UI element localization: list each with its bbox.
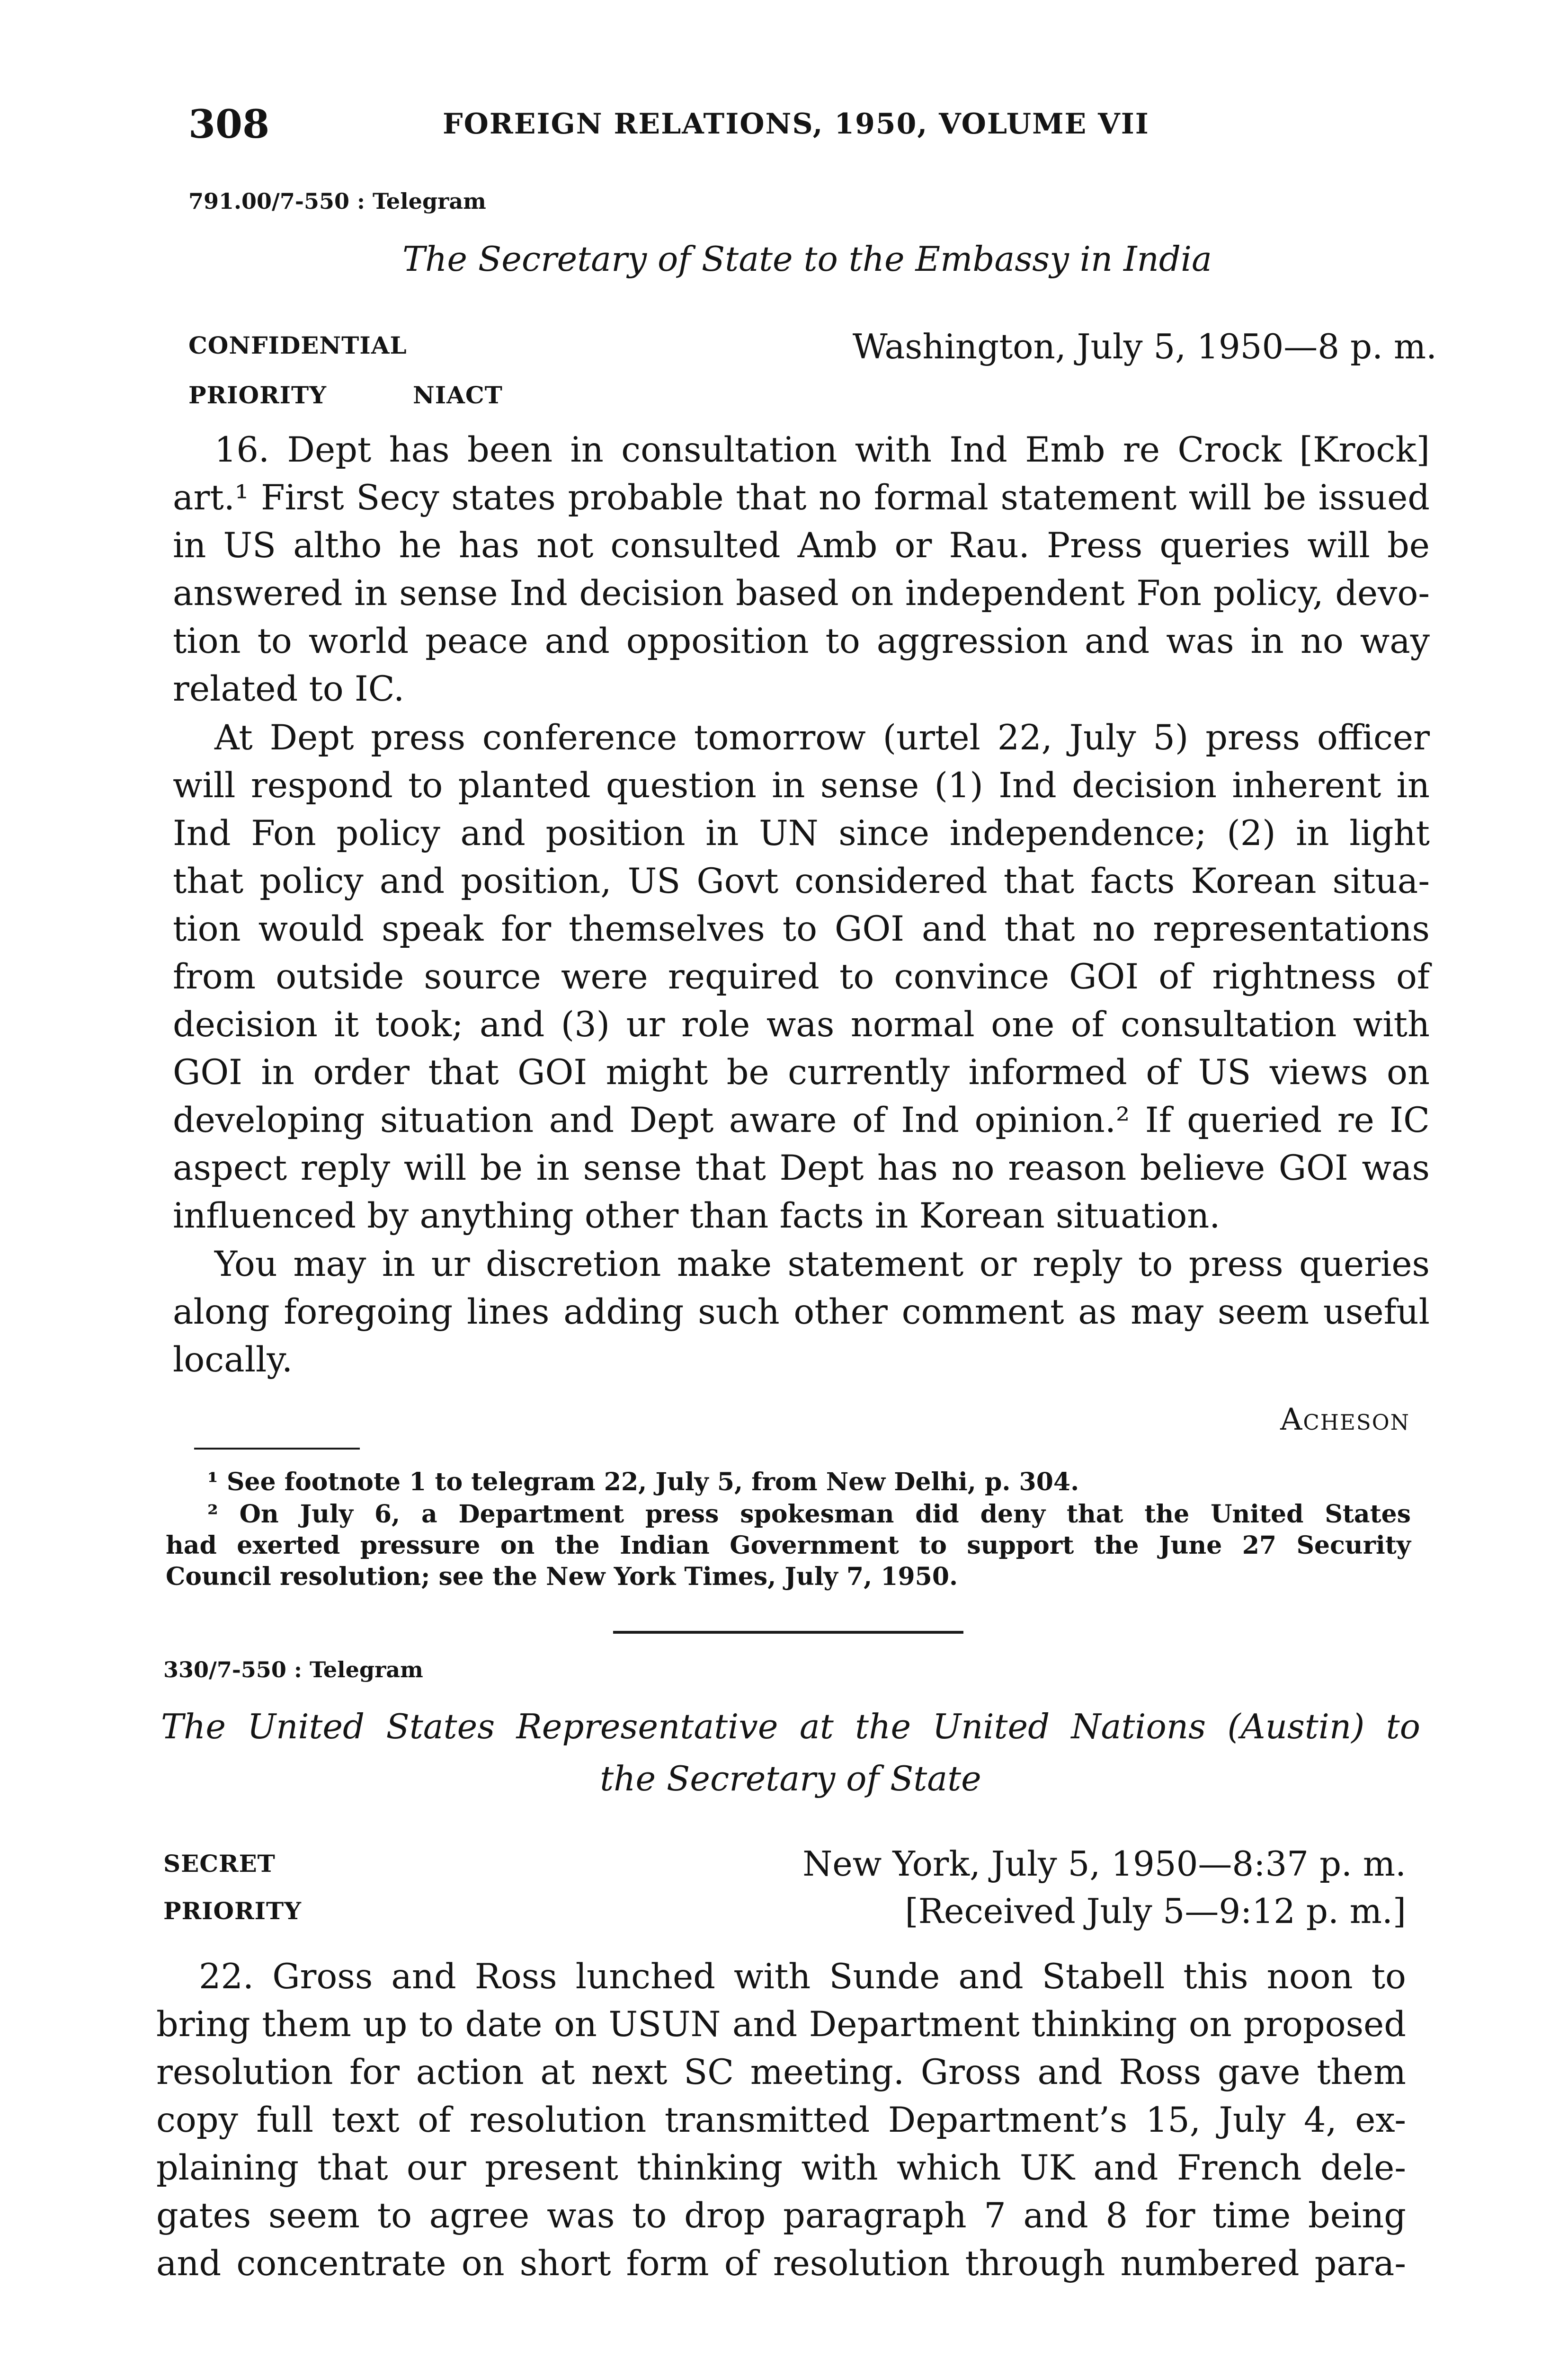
doc1-p3-line: along foregoing lines adding such other comment as may seem useful xyxy=(173,1292,1430,1332)
footnote-line: had exerted pressure on the Indian Government to support the June 27 Security xyxy=(166,1531,1411,1560)
doc1-paragraph-3 xyxy=(173,1240,1430,1384)
doc1-paragraph-1 xyxy=(173,426,1430,713)
doc1-niact: NIACT xyxy=(413,381,503,409)
doc1-p2-line: Ind Fon policy and position in UN since independence; (2) in light xyxy=(173,813,1430,854)
doc1-dateline: Washington, July 5, 1950—8 p. m. xyxy=(852,327,1437,366)
running-title: FOREIGN RELATIONS, 1950, VOLUME VII xyxy=(443,107,1149,141)
doc2-paragraph-1 xyxy=(156,1953,1406,2287)
doc1-p2-line: GOI in order that GOI might be currently informed of US views on xyxy=(173,1052,1430,1093)
doc2-p1-line: and concentrate on short form of resolution through numbered para- xyxy=(156,2243,1406,2284)
footnote-line: ¹ See footnote 1 to telegram 22, July 5, from New Delhi, p. 304. xyxy=(207,1468,1079,1496)
doc1-p2-line: decision it took; and (3) ur role was normal one of consultation with xyxy=(173,1005,1430,1045)
doc1-p2-line: that policy and position, US Govt considered that facts Korean situa- xyxy=(173,861,1430,901)
doc2-dateline: New York, July 5, 1950—8:37 p. m. xyxy=(802,1844,1406,1884)
doc1-priority: PRIORITY xyxy=(188,381,327,409)
footnote-line: Council resolution; see the New York Times, July 7, 1950. xyxy=(166,1562,958,1591)
doc2-priority: PRIORITY xyxy=(163,1897,302,1925)
doc1-p2-line: influenced by anything other than facts in Korean situation. xyxy=(173,1196,1221,1236)
doc1-footnote-2 xyxy=(166,1499,1411,1593)
footnote-line: ² On July 6, a Department press spokesman did deny that the United States xyxy=(207,1500,1411,1529)
doc2-p1-line: bring them up to date on USUN and Department thinking on proposed xyxy=(156,2004,1406,2045)
doc1-signature: Acheson xyxy=(1280,1402,1410,1437)
doc2-title-line-1: The United States Representative at the United Nations (Austin) to xyxy=(161,1707,1420,1746)
running-header xyxy=(188,102,1429,163)
doc2-classification: SECRET xyxy=(163,1850,276,1878)
doc1-p1-line: answered in sense Ind decision based on independent Fon policy, devo- xyxy=(173,573,1430,614)
page-number: 308 xyxy=(188,102,270,147)
doc1-p1-line: in US altho he has not consulted Amb or Rau. Press queries will be xyxy=(173,525,1430,566)
doc1-p1-line: art.¹ First Secy states probable that no formal statement will be issued xyxy=(173,478,1430,518)
doc1-p2-line: aspect reply will be in sense that Dept has no reason believe GOI was xyxy=(173,1148,1430,1188)
doc1-p1-line: related to IC. xyxy=(173,669,405,709)
doc1-footnote-1 xyxy=(166,1467,1411,1498)
doc1-p1-line: tion to world peace and opposition to aggression and was in no way xyxy=(173,621,1430,661)
doc2-p1-line: gates seem to agree was to drop paragraph 7 and 8 for time being xyxy=(156,2196,1406,2236)
doc2-p1-line: plaining that our present thinking with which UK and French dele- xyxy=(156,2148,1406,2188)
doc1-p2-line: from outside source were required to convince GOI of rightness of xyxy=(173,957,1430,997)
doc2-p1-line: resolution for action at next SC meeting. Gross and Ross gave them xyxy=(156,2052,1406,2092)
doc1-p2-line: tion would speak for themselves to GOI and that no representations xyxy=(173,909,1430,949)
doc1-classification: CONFIDENTIAL xyxy=(188,331,407,359)
doc1-paragraph-2 xyxy=(173,714,1430,1240)
doc1-p2-line: At Dept press conference tomorrow (urtel 22, July 5) press officer xyxy=(214,718,1430,758)
doc1-file-reference: 791.00/7-550 : Telegram xyxy=(188,188,486,214)
doc1-p3-line: locally. xyxy=(173,1340,293,1380)
doc1-title: The Secretary of State to the Embassy in India xyxy=(402,239,1212,279)
section-divider xyxy=(613,1631,963,1634)
doc1-p3-line: You may in ur discretion make statement or reply to press queries xyxy=(214,1244,1430,1284)
doc2-received: [Received July 5—9:12 p. m.] xyxy=(905,1891,1406,1931)
footnote-divider xyxy=(194,1448,360,1450)
doc2-p1-line: copy full text of resolution transmitted Department’s 15, July 4, ex- xyxy=(156,2100,1406,2140)
doc2-file-reference: 330/7-550 : Telegram xyxy=(163,1657,423,1682)
doc1-p1-line: 16. Dept has been in consultation with Ind Emb re Crock [Krock] xyxy=(214,430,1430,470)
doc2-title-line-2: the Secretary of State xyxy=(600,1759,981,1798)
doc2-p1-line: 22. Gross and Ross lunched with Sunde and Stabell this noon to xyxy=(199,1957,1406,1997)
doc1-p2-line: will respond to planted question in sense (1) Ind decision inherent in xyxy=(173,765,1430,806)
doc1-p2-line: developing situation and Dept aware of Ind opinion.² If queried re IC xyxy=(173,1100,1430,1140)
